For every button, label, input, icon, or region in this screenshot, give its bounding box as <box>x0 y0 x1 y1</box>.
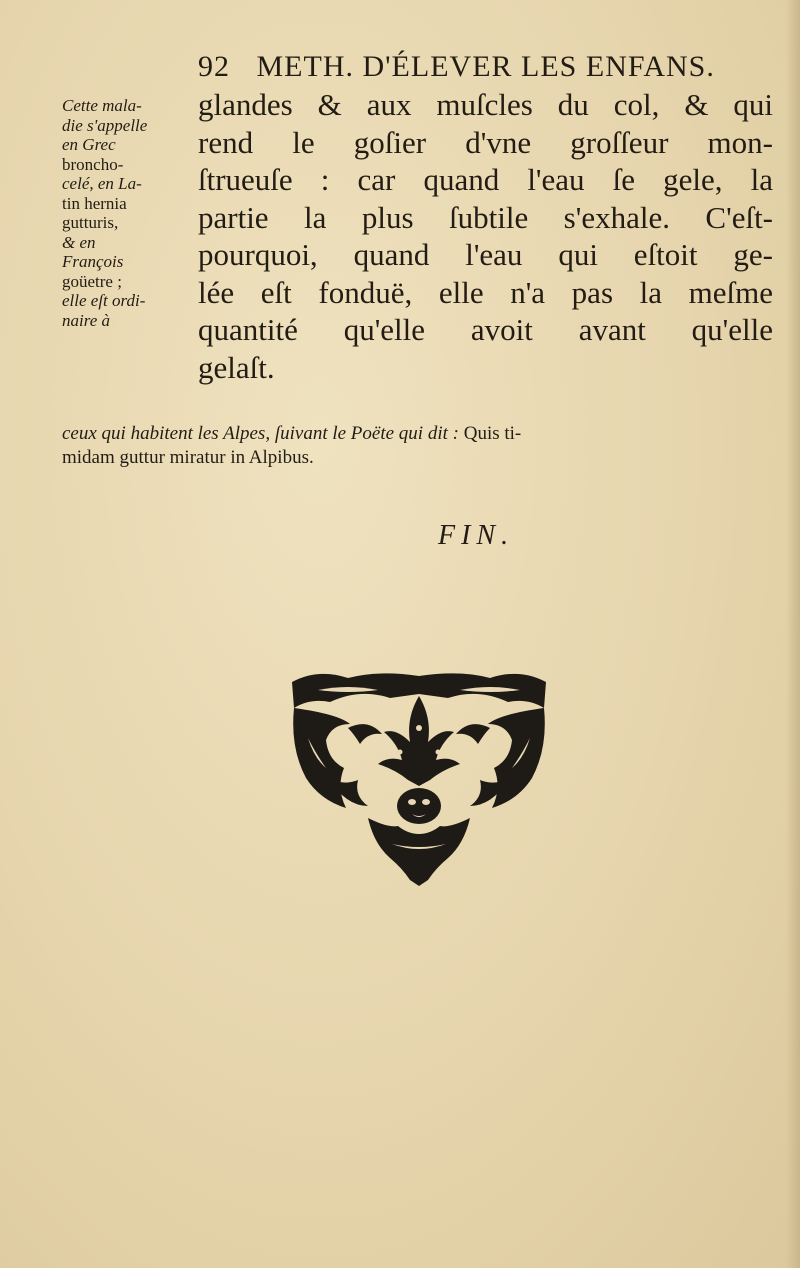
text-line: gelaſt. <box>198 349 275 385</box>
margin-note-line: Cette mala- <box>62 96 142 115</box>
margin-note-line: naire à <box>62 310 111 330</box>
margin-note-line: goüetre ; <box>62 271 122 291</box>
margin-note-line: tin hernia <box>62 193 127 213</box>
margin-note-line: broncho- <box>62 154 124 174</box>
page-number: 92 <box>198 50 230 83</box>
marginal-note <box>62 96 188 330</box>
text-line: lée eſt fonduë, elle n'a pas la meſme <box>198 274 773 310</box>
margin-note-line: die s'appelle <box>62 115 148 135</box>
page-edge-shadow <box>786 0 800 1268</box>
text-line: rend le goſier d'vne groſſeur mon- <box>198 124 773 160</box>
latin-quote-start: Quis ti- <box>463 423 522 444</box>
margin-note-line: celé, en La- <box>62 174 142 193</box>
latin-quote-end: midam guttur miratur in Alpibus. <box>62 447 314 468</box>
margin-note-line: en Grec <box>62 135 116 154</box>
fin-mark: FIN. <box>438 520 515 551</box>
margin-note-line: & en <box>62 232 96 252</box>
margin-note-line: François <box>62 252 124 271</box>
note-continuation <box>62 422 782 470</box>
note-continuation-line <box>62 422 782 446</box>
main-text <box>198 86 773 386</box>
text-line: pourquoi, quand l'eau qui eſtoit ge- <box>198 237 773 272</box>
text-line: quantité qu'elle avoit avant qu'elle <box>198 312 773 347</box>
note-italic-text: ceux qui habitent les Alpes, ſuivant le Poëte qui dit : <box>62 423 464 444</box>
tailpiece-fleuron <box>288 668 550 886</box>
text-line: partie la plus ſubtile s'exhale. C'eſt- <box>198 199 773 235</box>
text-line: glandes & aux muſcles du col, & qui <box>198 87 773 122</box>
running-title: METH. D'ÉLEVER LES ENFANS. <box>256 50 715 83</box>
text-line: ſtrueuſe : car quand l'eau ſe gele, la <box>198 162 773 197</box>
margin-note-line: elle eſt ordi- <box>62 291 146 310</box>
margin-note-line: gutturis, <box>62 213 119 232</box>
running-header <box>198 50 758 84</box>
